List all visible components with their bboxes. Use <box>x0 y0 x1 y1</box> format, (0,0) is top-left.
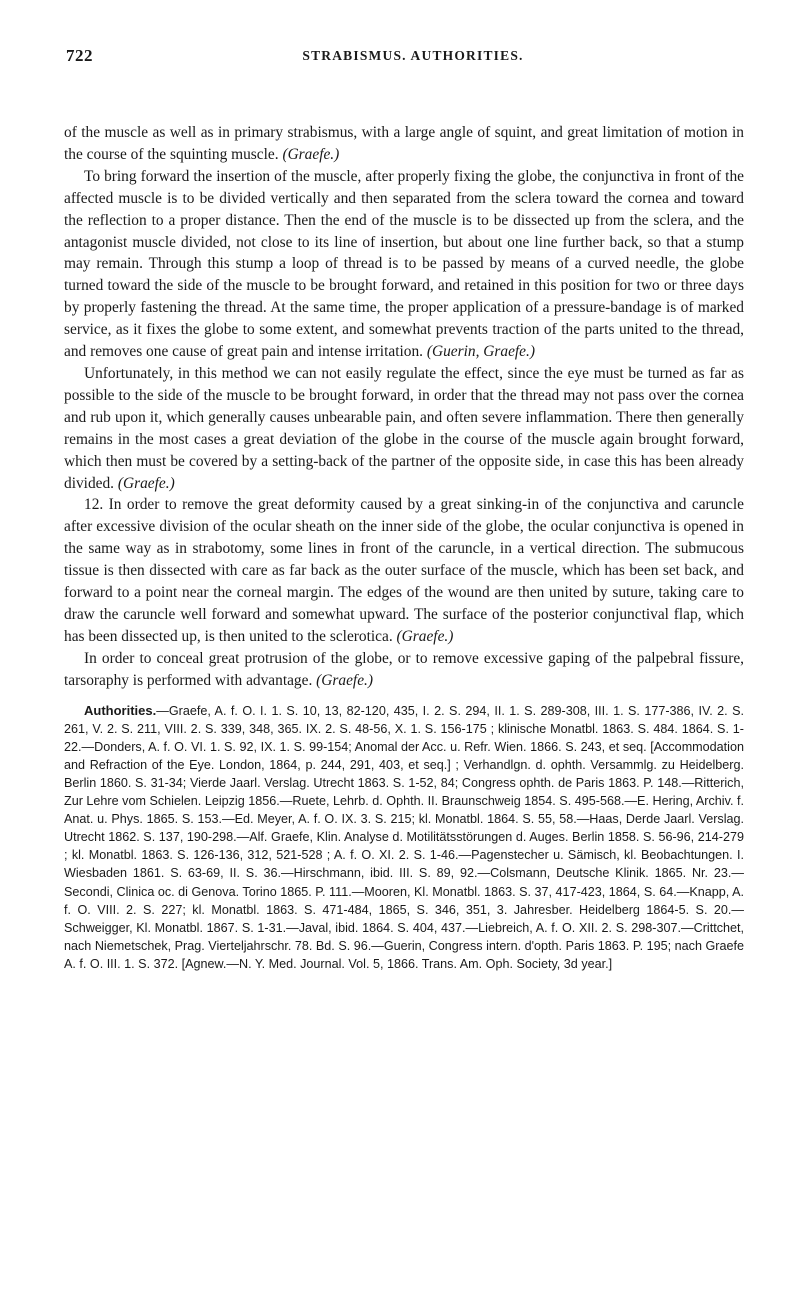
citation: (Graefe.) <box>316 671 374 689</box>
authorities-label: Authorities. <box>84 702 157 718</box>
running-head: STRABISMUS. AUTHORITIES. <box>302 48 524 63</box>
citation: (Graefe.) <box>117 474 175 492</box>
paragraph-text: In order to conceal great protrusion of the globe, or to remove excessive gaping of the palpebral fissure, tarsoraphy is performed with advantage. <box>64 649 744 689</box>
paragraph <box>64 363 744 494</box>
citation: (Graefe.) <box>396 627 454 645</box>
paragraph-text: of the muscle as well as in primary strabismus, with a large angle of squint, and great limitation of motion in the course of the squinting muscle. <box>64 124 744 163</box>
paragraph-text: To bring forward the insertion of the muscle, after properly fixing the globe, the conjunctiva in front of the affected muscle is to be divided vertically and then separated from the sclera toward the cornea and toward the reflection to a proper distance. Then the end of the muscle is to be dissected up from the sclera, and the antagonist muscle divided, not close to its line of insertion, but about one line further back, so that a stump may remain. Through this stump a loop of thread is to be passed by means of a curved needle, the globe turned toward the side of the muscle to be brought forward, and retained in this position for two or three days by properly fastening the thread. At the same time, the proper application of a pressure-bandage is of marked service, as it fixes the globe to some extent, and somewhat prevents traction of the parts united to the thread, and removes one cause of great pain and intense irritation. <box>64 167 744 361</box>
paragraph-text: 12. In order to remove the great deformity caused by a great sinking-in of the conjunctiva and caruncle after excessive division of the ocular sheath on the inner side of the globe, the ocular conjunctiva is opened in the same way as in strabotomy, some lines in front of the caruncle, in a vertical direction. The submucous tissue is then dissected with care as far back as the outer surface of the muscle, which has been set back, and forward to a point near the corneal margin. The edges of the wound are then united by suture, taking care to draw the caruncle well forward and somewhat upward. The surface of the posterior conjunctival flap, which has been dissected up, is then united to the sclerotica. <box>64 496 744 645</box>
authorities-references <box>64 702 744 973</box>
page-number: 722 <box>66 46 93 65</box>
paragraph <box>64 122 744 166</box>
paragraph <box>64 166 744 363</box>
page-body <box>64 122 744 973</box>
paragraph <box>64 648 744 692</box>
citation: (Graefe.) <box>282 145 340 163</box>
authorities-text: —Graefe, A. f. O. I. 1. S. 10, 13, 82-120, 435, I. 2. S. 294, II. 1. S. 289-308, III. 1. S. 177-386, IV. 2. S. 261, V. 2. S. 211, VIII. 2. S. 339, 348, 365. IX. 2. S. 48-56, X. 1. S. 156-175 ; klinische Monatbl. 1863. S. 484. 1864. S. 1-22.—Donders, A. f. O. VI. 1. S. 92, IX. 1. S. 99-154; Anomal der Acc. u. Refr. Wien. 1866. S. 243, et seq. [Accommodation and Refraction of the Eye. London, 1864, p. 244, 291, 403, et seq.] ; Verhandlgn. d. ophth. Versammlg. zu Heidelberg. Berlin 1860. S. 31-34; Vierde Jaarl. Verslag. Utrecht 1863. S. 1-52, 84; Congress ophth. de Paris 1863. P. 148.—Ritterich, Zur Lehre vom Schielen. Leipzig 1856.—Ruete, Lehrb. d. Ophth. II. Braunschweig 1854. S. 495-568.—E. Hering, Archiv. f. Anat. u. Phys. 1865. S. 153.—Ed. Meyer, A. f. O. IX. 3. S. 215; kl. Monatbl. 1864. S. 55, 58.—Haas, Derde Jaarl. Verslag. Utrecht 1862. S. 137, 190-298.—Alf. Graefe, Klin. Analyse d. Motilitätsstörungen d. Auges. Berlin 1858. S. 56-96, 214-279 ; kl. Monatbl. 1863. S. 126-136, 312, 521-528 ; A. f. O. XI. 2. S. 1-46.—Pagenstecher u. Sämisch, kl. Beobachtungen. I. Wiesbaden 1861. S. 63-69, II. S. 36.—Hirschmann, ibid. III. S. 89, 92.—Colsmann, Deutsche Klinik. 1865. Nr. 23.—Secondi, Clinica oc. di Genova. Torino 1865. P. 111.—Mooren, Kl. Monatbl. 1863. S. 37, 417-423, 1864, S. 64.—Knapp, A. f. O. VIII. 2. S. 227; kl. Monatbl. 1863. S. 471-484, 1865, S. 346, 351, 3. Jahresber. Heidelberg 1864-5. S. 20.—Schweigger, Kl. Monatbl. 1867. S. 1-31.—Javal, ibid. 1864. S. 404, 437.—Liebreich, A. f. O. XII. 2. S. 298-307.—Crittchet, nach Niemetschek, Prag. Vierteljahrschr. 78. Bd. S. 96.—Guerin, Congress intern. d'opth. Paris 1863. P. 195; nach Graefe A. f. O. III. 1. S. 372. [Agnew.—N. Y. Med. Journal. Vol. 5, 1866. Trans. Am. Oph. Society, 3d year.] <box>64 703 744 971</box>
page-header <box>66 46 740 72</box>
paragraph-text: Unfortunately, in this method we can not easily regulate the effect, since the eye must be turned as far as possible to the side of the muscle to be brought forward, in order that the thread may not pass over the cornea and rub upon it, which generally causes unbearable pain, and often severe inflammation. There then generally remains in the most cases a great deviation of the globe in the course of the muscle again brought forward, which then must be covered by a setting-back of the partner of the opposite side, in case this has been already divided. <box>64 364 744 492</box>
citation: (Guerin, Graefe.) <box>426 343 535 361</box>
paragraph <box>64 494 744 647</box>
